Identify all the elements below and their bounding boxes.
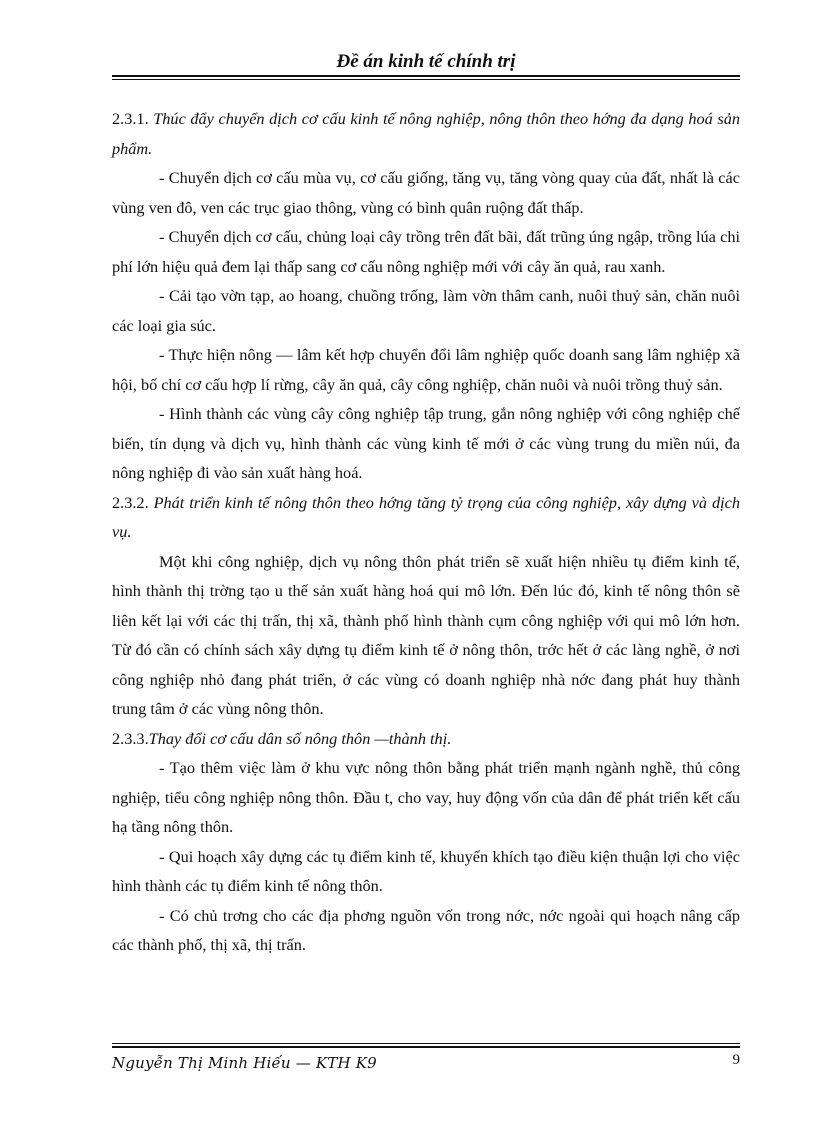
paragraph: Một khi công nghiệp, dịch vụ nông thôn phát triển sẽ xuất hiện nhiều tụ điểm kinh tế, hình thành thị trờng tạo u thế sản xuất hàng hoá qui mô lớn. Đến lúc đó, kinh tế nông thôn sẽ liên kết lại với các thị trấn, thị xã, thành phố hình thành cụm công nghiệp với qui mô lớn hơn. Từ đó cần có chính sách xây dựng tụ điểm kinh tế ở nông thôn, trớc hết ở các làng nghề, ở nơi công nghiệp nhỏ đang phát triển, ở các vùng có doanh nghiệp nhà nớc đang phát huy thành trung tâm ở các vùng nông thôn.	[112, 551, 740, 718]
paragraph: - Cải tạo vờn tạp, ao hoang, chuồng trống, làm vờn thâm canh, nuôi thuỷ sản, chăn nuôi các loại gia súc.	[112, 286, 740, 335]
paragraph: - Có chủ trơng cho các địa phơng nguồn vốn trong nớc, nớc ngoài qui hoạch nâng cấp các thành phố, thị xã, thị trấn.	[112, 905, 740, 954]
heading-text: Thay đổi cơ cấu dân số nông thôn —thành thị.	[148, 728, 452, 748]
paragraph: - Hình thành các vùng cây công nghiệp tập trung, gắn nông nghiệp với công nghiệp chế biến, tín dụng và dịch vụ, hình thành các vùng kinh tế mới ở các vùng trung du miền núi, đa nông nghiệp đi vào sản xuất hàng hoá.	[112, 404, 740, 482]
section-heading-2-3-3	[112, 724, 740, 754]
document-body	[112, 104, 740, 960]
header-rule-thick	[112, 75, 740, 77]
header-rule-thin	[112, 79, 740, 80]
paragraph: - Chuyển dịch cơ cấu mùa vụ, cơ cấu giống, tăng vụ, tăng vòng quay của đất, nhất là các vùng ven đô, ven các trục giao thông, vùng có bình quân ruộng đất thấp.	[112, 168, 740, 217]
footer-rule-thin	[112, 1043, 740, 1044]
section-heading-2-3-2	[112, 488, 740, 547]
heading-number: 2.3.2.	[112, 492, 149, 512]
running-header-title: Đề án kinh tế chính trị	[336, 51, 516, 72]
paragraph: - Thực hiện nông — lâm kết hợp chuyển đổi lâm nghiệp quốc doanh sang lâm nghiệp xã hội, bố chí cơ cấu hợp lí rừng, cây ăn quả, cây công nghiệp, chăn nuôi và nuôi trồng thuỷ sản.	[112, 345, 740, 394]
heading-number: 2.3.1.	[112, 109, 149, 128]
paragraph: - Tạo thêm việc làm ở khu vực nông thôn bằng phát triển mạnh ngành nghề, thủ công nghiệp, tiểu công nghiệp nông thôn. Đầu t, cho vay, huy động vốn của dân để phát triển kết cấu hạ tầng nông thôn.	[112, 758, 740, 836]
footer-rule-thick	[112, 1046, 740, 1048]
section-heading-2-3-1	[112, 104, 740, 163]
heading-number: 2.3.3.	[112, 728, 149, 748]
heading-text: Thúc đẩy chuyển dịch cơ cấu kinh tế nông nghiệp, nông thôn theo hớng đa dạng hoá sản phẩm.	[112, 109, 740, 158]
paragraph: - Qui hoạch xây dựng các tụ điểm kinh tế, khuyến khích tạo điều kiện thuận lợi cho việc hình thành các tụ điểm kinh tế nông thôn.	[112, 846, 740, 895]
heading-text: Phát triển kinh tế nông thôn theo hớng tăng tỷ trọng của công nghiệp, xây dựng và dịch vụ.	[112, 492, 741, 541]
page-number: 9	[732, 1052, 740, 1068]
paragraph: - Chuyển dịch cơ cấu, chủng loại cây trồng trên đất bãi, đất trũng úng ngập, trồng lúa chi phí lớn hiệu quả đem lại thấp sang cơ cấu nông nghiệp mới với cây ăn quả, rau xanh.	[112, 227, 740, 276]
footer-author: Nguyễn Thị Minh Hiếu — KTH K9	[112, 1054, 377, 1072]
